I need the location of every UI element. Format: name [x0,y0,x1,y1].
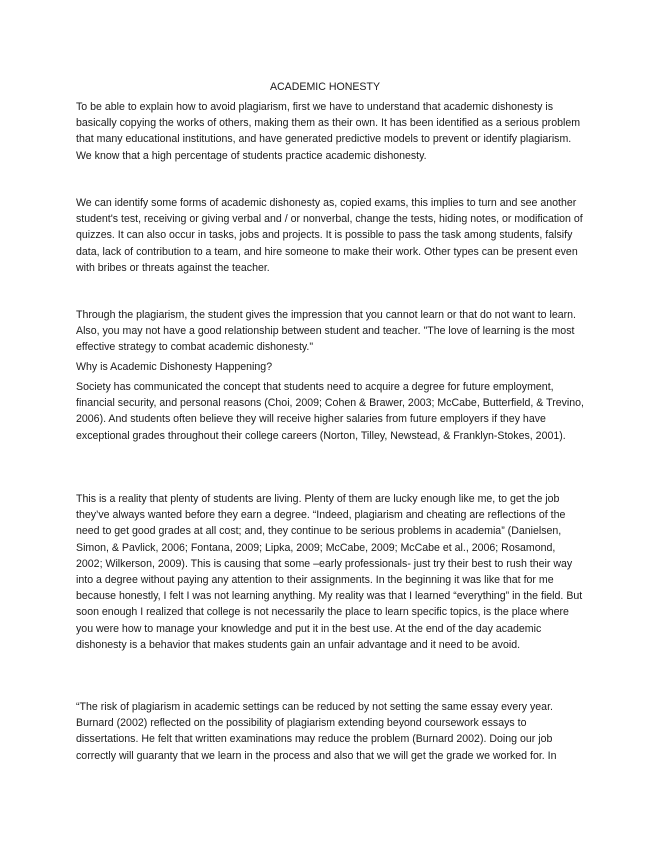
paragraph-student-teacher-relationship: Through the plagiarism, the student gives the impression that you cannot learn or that do not want to learn. Also, you may not have a good relationship between student and teacher. "The love of learning is the most effective strategy to combat academic dishonesty." [76,309,576,354]
document-title: ACADEMIC HONESTY [269,81,381,93]
paragraph-risk-reduction: “The risk of plagiarism in academic settings can be reduced by not setting the same essay every year. Burnard (2002) reflected on the possibility of plagiarism extending beyond coursework essays to dissertations. He felt that written examinations may reduce the problem (Burnard 2002). Doing our job correctly will guaranty that we learn in the process and also that we will get the grade we worked for. In [76,701,557,762]
section-heading-why-happening: Why is Academic Dishonesty Happening? [76,361,273,373]
paragraph-student-reality: This is a reality that plenty of students are living. Plenty of them are lucky enough like me, to get the job they’ve always wanted before they earn a degree. “Indeed, plagiarism and cheating are reflections of the need to get good grades at all cost; and, they continue to be serious problems in academia” (Danielsen, Simon, & Pavlick, 2006; Fontana, 2009; Lipka, 2009; McCabe, 2009; McCabe et al., 2006; Rosamond, 2002; Wilkerson, 2009). This is causing that some –early professionals- just try their best to rush their way into a degree without paying any attention to their assignments. In the beginning it was like that for me because honestly, I felt I was not learning anything. My reality was that I learned “everything” in the field. But soon enough I realized that college is not necessarily the place to learn specific topics, is the place where you were how to manage your knowledge and put it in the best use. At the end of the day academic dishonesty is a behavior that makes students gain an unfair advantage and it need to be avoid. [76,493,583,651]
paragraph-plagiarism-definition: To be able to explain how to avoid plagiarism, first we have to understand that academic dishonesty is basically copying the works of others, making them as their own. It has been identified as a serious problem that many educational institutions, and have generated predictive models to prevent or identify plagiarism. We know that a high percentage of students practice academic dishonesty. [76,101,581,162]
paragraph-forms-of-dishonesty: We can identify some forms of academic dishonesty as, copied exams, this implies to turn and see another student's test, receiving or giving verbal and / or nonverbal, change the tests, hiding notes, or modification of quizzes. It can also occur in tasks, jobs and projects. It is possible to pass the task among students, falsify data, lack of contribution to a team, and hire someone to make their work. Other types can be present even with bribes or threats against the teacher. [76,197,583,274]
paragraph-society-pressure: Society has communicated the concept that students need to acquire a degree for future employment, financial security, and personal reasons (Choi, 2009; Cohen & Brawer, 2003; McCabe, Butterfield, & Trevino, 2006). And students often believe they will receive higher salaries from future employers if they have exceptional grades throughout their college careers (Norton, Tilley, Newstead, & Franklyn-Stokes, 2001). [76,381,584,442]
